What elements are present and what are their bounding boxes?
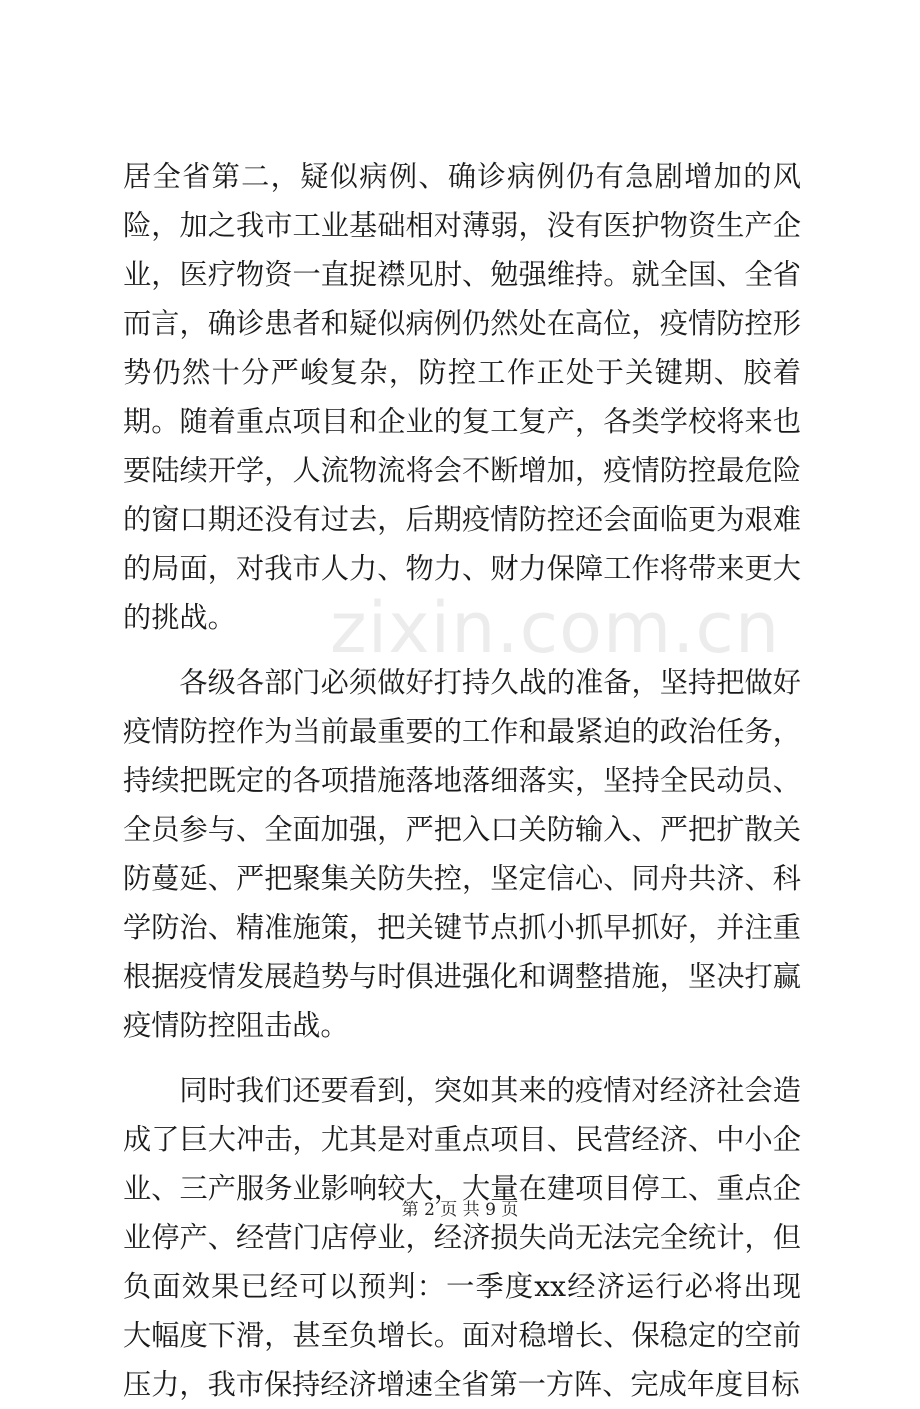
paragraph-2: 各级各部门必须做好打持久战的准备，坚持把做好疫情防控作为当前最重要的工作和最紧迫的政治任务，持续把既定的各项措施落地落细落实，坚持全民动员、全员参与、全面加强，严把入口关防输入、严把扩散关防蔓延、严把聚集关防失控，坚定信心、同舟共济、科学防治、精准施策，把关键节点抓小抓早抓好，并注重根据疫情发展趋势与时俱进强化和调整措施，坚决打赢疫情防控阻击战。 [123, 666, 801, 1042]
paragraph-3: 同时我们还要看到，突如其来的疫情对经济社会造成了巨大冲击，尤其是对重点项目、民营经济、中小企业、三产服务业影响较大，大量在建项目停工、重点企业停产、经营门店停业，经济损失尚无法完全统计，但负面效果已经可以预判：一季度xx经济运行必将出现大幅度下滑，甚至负增长。面对稳增长、保稳定的空前压力，我市保持经济增速全省第一方阵、完成年度目标 [123, 1074, 801, 1401]
page-number-footer: 第 2 页 共 9 页 [401, 1200, 519, 1220]
watermark-text: zixin.com.cn [330, 587, 781, 669]
paragraph-1: 居全省第二，疑似病例、确诊病例仍有急剧增加的风险，加之我市工业基础相对薄弱，没有医护物资生产企业，医疗物资一直捉襟见肘、勉强维持。就全国、全省而言，确诊患者和疑似病例仍然处在高位，疫情防控形势仍然十分严峻复杂，防控工作正处于关键期、胶着期。随着重点项目和企业的复工复产，各类学校将来也要陆续开学，人流物流将会不断增加，疫情防控最危险的窗口期还没有过去，后期疫情防控还会面临更为艰难的局面，对我市人力、物力、财力保障工作将带来更大的挑战。 [123, 160, 801, 634]
